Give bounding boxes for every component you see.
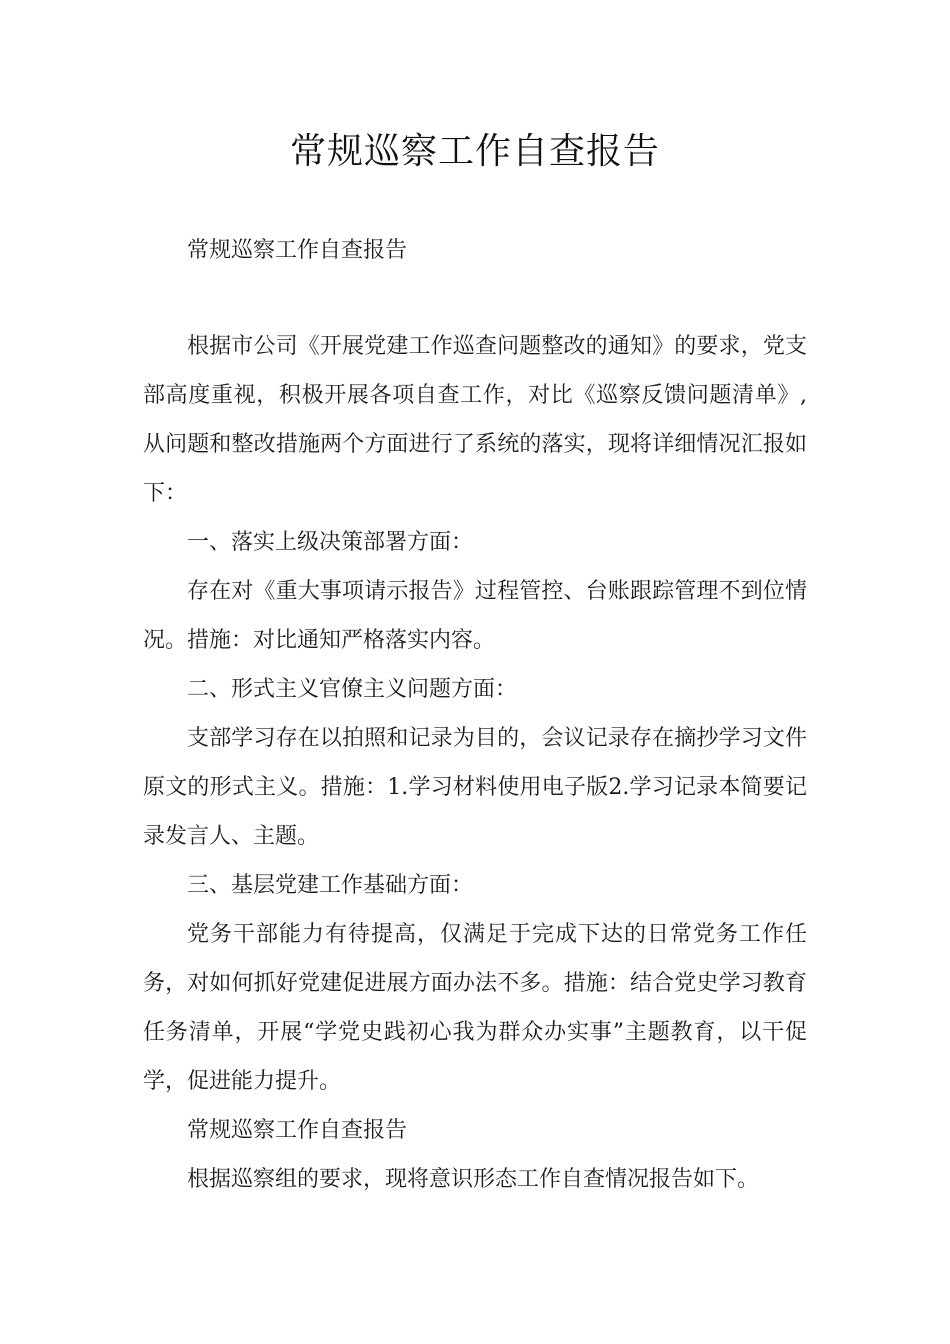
section-heading-2: 二、形式主义官僚主义问题方面： [187,677,518,702]
section-heading-3: 三、基层党建工作基础方面： [187,873,474,898]
document-body [143,226,807,1204]
paragraph-closing: 根据巡察组的要求，现将意识形态工作自查情况报告如下。 [187,1167,760,1192]
paragraph-section-1: 存在对《重大事项请示报告》过程管控、台账跟踪管理不到位情况。措施：对比通知严格落实内容。 [143,579,807,653]
paragraph-section-3: 党务干部能力有待提高，仅满足于完成下达的日常党务工作任务，对如何抓好党建促进展方面办法不多。措施：结合党史学习教育任务清单，开展“学党史践初心我为群众办实事”主题教育，以干促学，促进能力提升。 [143,922,807,1094]
document-subtitle: 常规巡察工作自查报告 [187,238,408,263]
paragraph-section-2: 支部学习存在以拍照和记录为目的，会议记录存在摘抄学习文件原文的形式主义。措施：1.学习材料使用电子版2.学习记录本简要记录发言人、主题。 [143,726,807,849]
paragraph-intro: 根据市公司《开展党建工作巡查问题整改的通知》的要求，党支部高度重视，积极开展各项自查工作，对比《巡察反馈问题清单》,从问题和整改措施两个方面进行了系统的落实，现将详细情况汇报如下： [143,334,807,506]
document-title: 常规巡察工作自查报告 [289,131,660,172]
repeated-subtitle: 常规巡察工作自查报告 [187,1118,408,1143]
section-heading-1: 一、落实上级决策部署方面： [187,530,474,555]
